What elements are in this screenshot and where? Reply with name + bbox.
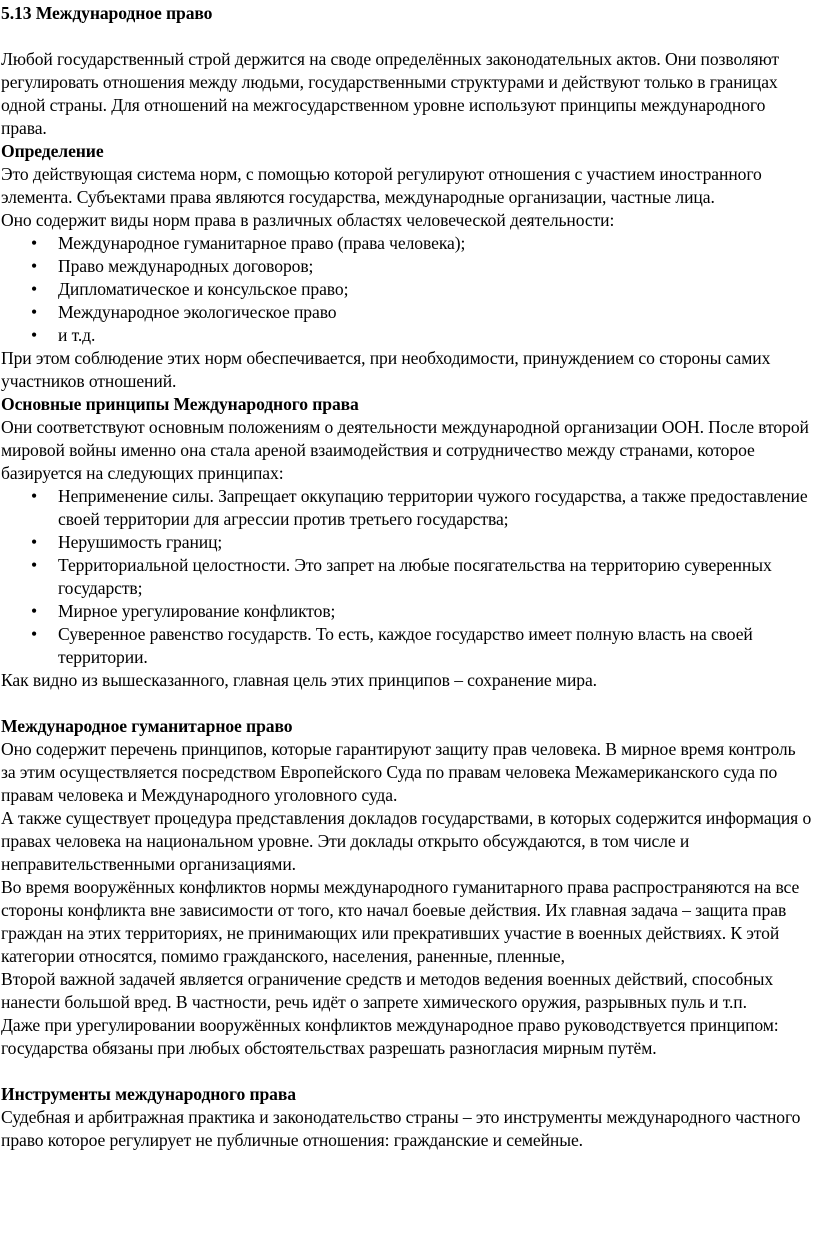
list-item: • Международное экологическое право — [1, 301, 813, 324]
list-item: • Мирное урегулирование конфликтов; — [1, 600, 813, 623]
list-item: • Неприменение силы. Запрещает оккупацию территории чужого государства, а также предоставление своей территории для агрессии против третьего государства; — [1, 485, 813, 531]
list-item: • Дипломатическое и консульское право; — [1, 278, 813, 301]
norm-types-list — [1, 232, 813, 347]
definition-heading: Определение — [1, 141, 104, 161]
definition-paragraph-3: При этом соблюдение этих норм обеспечивается, при необходимости, принуждением со стороны самих участников отношений. — [1, 348, 771, 391]
principles-heading: Основные принципы Международного права — [1, 394, 359, 414]
humanitarian-paragraph-2: А также существует процедура представления докладов государствами, в которых содержится информация о правах человека на национальном уровне. Эти доклады открыто обсуждаются, в том числе и неправительственными организациями. — [1, 808, 812, 874]
blank-line — [1, 692, 813, 715]
list-item: • Суверенное равенство государств. То есть, каждое государство имеет полную власть на своей территории. — [1, 623, 813, 669]
intro-paragraph: Любой государственный строй держится на своде определённых законодательных актов. Они позволяют регулировать отношения между людьми, государственными структурами и действуют только в границах одной страны. Для отношений на межгосударственном уровне используют принципы международного права. — [1, 49, 780, 138]
list-item: • и т.д. — [1, 324, 813, 347]
instruments-paragraph-1: Судебная и арбитражная практика и законодательство страны – это инструменты международного частного право которое регулирует не публичные отношения: гражданские и семейные. — [1, 1107, 801, 1150]
humanitarian-paragraph-1: Оно содержит перечень принципов, которые гарантируют защиту прав человека. В мирное время контроль за этим осуществляется посредством Европейского Суда по правам человека Межамериканского суда по правам человека и Международного уголовного суда. — [1, 739, 796, 805]
humanitarian-paragraph-4: Второй важной задачей является ограничение средств и методов ведения военных действий, способных нанести большой вред. В частности, речь идёт о запрете химического оружия, разрывных пуль и т.п. — [1, 969, 774, 1012]
list-item: • Международное гуманитарное право (права человека); — [1, 232, 813, 255]
humanitarian-paragraph-3: Во время вооружённых конфликтов нормы международного гуманитарного права распространяются на все стороны конфликта вне зависимости от того, кто начал боевые действия. Их главная задача – защита прав граждан на этих территориях, не принимающих или прекративших участие в военных действиях. К этой категории относятся, помимо гражданского, населения, раненные, пленные, — [1, 877, 800, 966]
definition-paragraph-2: Оно содержит виды норм права в различных областях человеческой деятельности: — [1, 210, 615, 230]
humanitarian-heading: Международное гуманитарное право — [1, 716, 293, 736]
principles-paragraph-1: Они соответствуют основным положениям о деятельности международной организации ООН. После второй мировой войны именно она стала ареной взаимодействия и сотрудничество между странами, которое базируется на следующих принципах: — [1, 417, 809, 483]
principles-list — [1, 485, 813, 669]
blank-line — [1, 25, 813, 48]
document-title: 5.13 Международное право — [1, 3, 213, 23]
instruments-heading: Инструменты международного права — [1, 1084, 296, 1104]
list-item: • Нерушимость границ; — [1, 531, 813, 554]
definition-paragraph-1: Это действующая система норм, с помощью которой регулируют отношения с участием иностранного элемента. Субъектами права являются государства, международные организации, частные лица. — [1, 164, 762, 207]
list-item: • Территориальной целостности. Это запрет на любые посягательства на территорию суверенных государств; — [1, 554, 813, 600]
humanitarian-paragraph-5: Даже при урегулировании вооружённых конфликтов международное право руководствуется принципом: государства обязаны при любых обстоятельствах разрешать разногласия мирным путём. — [1, 1015, 779, 1058]
principles-paragraph-2: Как видно из вышесказанного, главная цель этих принципов – сохранение мира. — [1, 670, 597, 690]
blank-line — [1, 1060, 813, 1083]
list-item: • Право международных договоров; — [1, 255, 813, 278]
